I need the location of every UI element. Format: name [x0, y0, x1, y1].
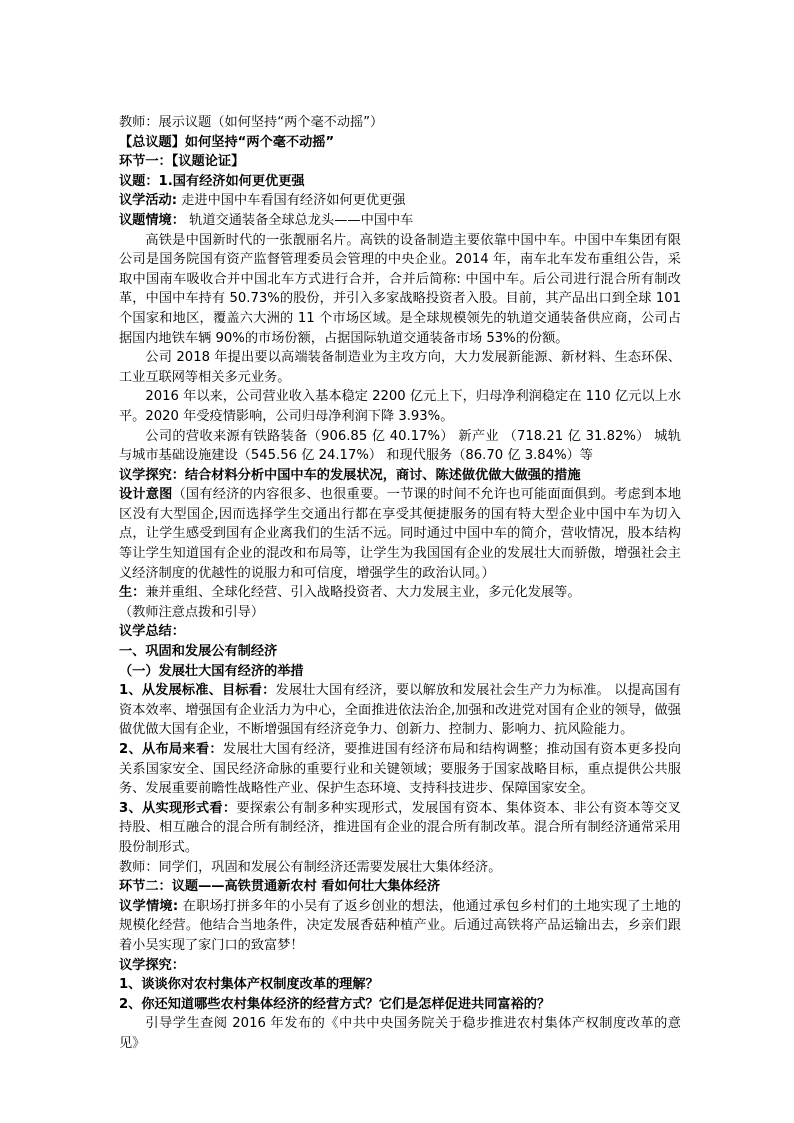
segment-one-heading: 环节一：【议题论证】 — [119, 154, 245, 170]
crrc-intro-paragraph: 高铁是中国新时代的一张靓丽名片。高铁的设备制造主要依靠中国中车。中国中车集团有限公司是国务院国有资产监督管理委员会管理的中央企业。2014 年，南车北车发布重组公告，采取中国南车吸收合并中国北车方式进行合并，合并后简称: 中国中车。后公司进行混合所有制改革，中国中车持有 50.73%的股份，并引入多家战略投资者入股。目前，其产品出口到全球 101 个国家和地区，覆盖六大洲的 11 个市场区域。是全球规模领先的轨道交通装备供应商，公司占据国内地铁车辆 90%的市场份额，占据国际轨道交通装备市场 53%的份额。 — [119, 232, 681, 346]
segment-two-heading: 环节二：议题——高铁贯通新农村 看如何壮大集体经济 — [119, 879, 441, 895]
situation-label: 议题情境： — [119, 212, 185, 228]
point-two-text: 发展壮大国有经济，要推进国有经济布局和结构调整；推动国有资本更多投向关系国家安全、国民经济命脉的重要行业和关键领域；要服务于国家战略目标，重点提供公共服务、发展重要前瞻性战略性产业、保护生态环境、支持科技进步、保障国家安全。 — [119, 742, 681, 797]
question-one: 1、谈谈你对农村集体产权制度改革的理解？ — [119, 977, 379, 993]
situation-text: 轨道交通装备全球总龙头——中国中车 — [184, 212, 414, 228]
point-one-text: 发展壮大国有经济，要以解放和发展社会生产力为标准。 以提高国有资本效率、增强国有企业活力为中心，全面推进依法治企,加强和改进党对国有企业的领导，做强做优做大国有企业，不断增强国有经济竞争力、创新力、控制力、影响力、抗风险能力。 — [119, 683, 681, 738]
design-intent-paragraph — [119, 485, 681, 583]
question-two: 2、你还知道哪些农村集体经济的经营方式？它们是怎样促进共同富裕的？ — [119, 996, 551, 1012]
point-three-label: 3、从实现形式看： — [119, 800, 237, 816]
teacher-note-line: （教师注意点拨和引导） — [119, 604, 265, 620]
situation-two-paragraph — [119, 897, 681, 956]
point-one-label: 1、从发展标准、目标看： — [119, 683, 276, 699]
design-intent-label: 设计意图 — [119, 487, 173, 503]
situation-two-text: 在职场打拼多年的小吴有了返乡创业的想法，他通过承包乡村们的土地实现了土地的规模化经营。他结合当地条件，决定发展香菇种植产业。后通过高铁将产品运输出去，乡亲们跟着小吴实现了家门口的致富梦！ — [119, 898, 681, 953]
explore-two-heading: 议学探究： — [119, 957, 185, 973]
point-three-text: 要探索公有制多种实现形式，发展国有资本、集体资本、非公有资本等交叉持股、相互融合的混合所有制经济，推进国有企业的混合所有制改革。混合所有制经济通常采用股份制形式。 — [119, 800, 681, 855]
guide-paragraph: 引导学生查阅 2016 年发布的《中共中央国务院关于稳步推进农村集体产权制度改革的意见》 — [119, 1016, 681, 1051]
crrc-revenue-paragraph: 2016 年以来，公司营业收入基本稳定 2200 亿元上下，归母净利润稳定在 110 亿元以上水平。2020 年受疫情影响，公司归母净利润下降 3.93%。 — [119, 389, 681, 424]
activity-label: 议学活动: — [119, 193, 178, 209]
teacher-intro-line: 教师：展示议题（如何坚持“两个毫不动摇”） — [119, 115, 384, 130]
student-label: 生： — [119, 585, 146, 601]
document-page — [119, 113, 681, 1054]
topic-one-heading: 议题：1.国有经济如何更优更强 — [119, 173, 305, 189]
summary-heading: 议学总结： — [119, 624, 185, 640]
point-one-paragraph — [119, 681, 681, 740]
subsection-heading: （一）发展壮大国有经济的举措 — [119, 663, 304, 679]
main-topic-heading: 【总议题】如何坚持“两个毫不动摇” — [119, 134, 335, 150]
student-text: 兼并重组、全球化经营、引入战略投资者、大力发展主业，多元化发展等。 — [145, 585, 581, 601]
situation-two-label: 议学情境: — [119, 898, 179, 914]
section-one-heading: 一、巩固和发展公有制经济 — [119, 644, 278, 660]
activity-line — [119, 191, 681, 211]
situation-line — [119, 211, 681, 231]
design-intent-text: （国有经济的内容很多、也很重要。一节课的时间不允许也可能面面俱到。考虑到本地区没有大型国企,因而选择学生交通出行都在享受其便捷服务的国有特大型企业中国中车为切入点，让学生感受到国有企业离我们的生活不远。同时通过中国中车的简介，营收情况，股本结构等让学生知道国有企业的混改和布局等，让学生为我国国有企业的发展壮大而骄傲，增强社会主义经济制度的优越性的说服力和可信度，增强学生的政治认同。） — [119, 487, 682, 581]
teacher-transition-line: 教师：同学们，巩固和发展公有制经济还需要发展壮大集体经济。 — [119, 859, 502, 875]
point-two-paragraph — [119, 740, 681, 799]
student-answer-line — [119, 583, 681, 603]
crrc-strategy-paragraph: 公司 2018 年提出要以高端装备制造业为主攻方向，大力发展新能源、新材料、生态环保、工业互联网等相关多元业务。 — [119, 350, 681, 385]
crrc-revenue-sources-paragraph: 公司的营收来源有铁路装备（906.85 亿 40.17%） 新产业 （718.21 亿 31.82%） 城轨与城市基础设施建设（545.56 亿 24.17%） 和现代服务（86.70 亿 3.84%）等 — [119, 428, 681, 464]
point-three-paragraph — [119, 799, 681, 858]
explore-one-heading: 议学探究：结合材料分析中国中车的发展状况，商讨、陈述做优做大做强的措施 — [119, 467, 581, 483]
point-two-label: 2、从布局来看： — [119, 742, 223, 757]
activity-text: 走进中国中车看国有经济如何更优更强 — [177, 193, 406, 209]
